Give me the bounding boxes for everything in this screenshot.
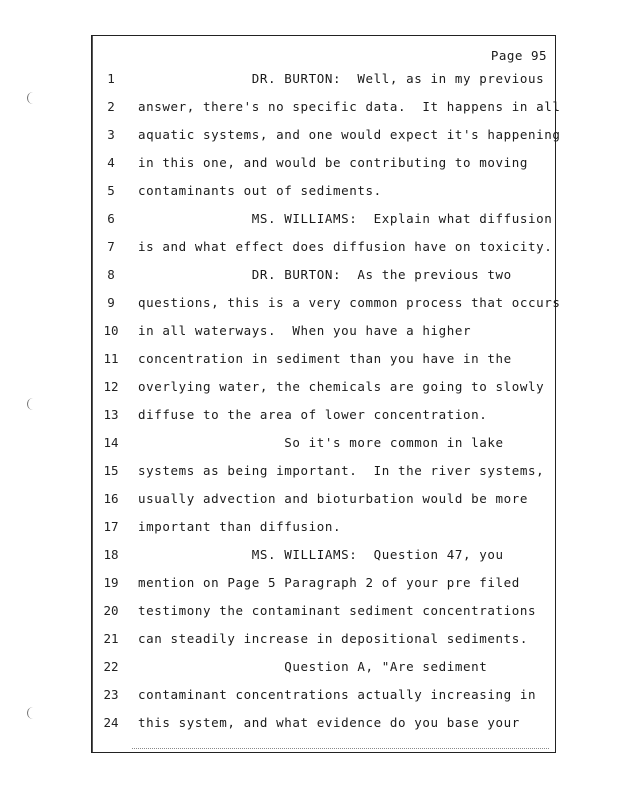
line-number: 3 — [107, 127, 115, 142]
line-number: 14 — [103, 435, 119, 450]
page-number: Page 95 — [490, 48, 547, 63]
transcript-line: DR. BURTON: Well, as in my previous — [138, 71, 545, 86]
line-number: 23 — [103, 687, 119, 702]
line-number: 12 — [103, 379, 119, 394]
transcript-line: systems as being important. In the river systems, — [138, 463, 545, 478]
line-number: 24 — [103, 715, 119, 730]
hole-punch-mark — [27, 398, 36, 410]
line-number: 11 — [103, 351, 119, 366]
hole-punch-mark — [27, 707, 36, 719]
line-number-column — [96, 69, 126, 741]
left-margin-rule — [92, 36, 93, 752]
line-number: 6 — [107, 211, 115, 226]
line-number: 2 — [107, 99, 115, 114]
transcript-line: So it's more common in lake — [138, 435, 504, 450]
line-number: 4 — [107, 155, 115, 170]
line-number: 18 — [103, 547, 119, 562]
line-number: 16 — [103, 491, 119, 506]
transcript-line: is and what effect does diffusion have on toxicity. — [138, 239, 553, 254]
transcript-line: this system, and what evidence do you base your — [138, 715, 520, 730]
line-number: 8 — [107, 267, 115, 282]
hole-punch-mark — [27, 92, 36, 104]
transcript-line: diffuse to the area of lower concentration. — [138, 407, 488, 422]
transcript-page — [91, 35, 561, 753]
transcript-line: concentration in sediment than you have in the — [138, 351, 512, 366]
transcript-line: MS. WILLIAMS: Explain what diffusion — [138, 211, 553, 226]
line-number: 21 — [103, 631, 119, 646]
transcript-line: overlying water, the chemicals are going to slowly — [138, 379, 545, 394]
line-number: 9 — [107, 295, 115, 310]
line-number: 22 — [103, 659, 119, 674]
transcript-line: MS. WILLIAMS: Question 47, you — [138, 547, 504, 562]
transcript-line: questions, this is a very common process that occurs — [138, 295, 561, 310]
line-number: 5 — [107, 183, 115, 198]
line-number: 7 — [107, 239, 115, 254]
line-number: 17 — [103, 519, 119, 534]
transcript-line: Question A, "Are sediment — [138, 659, 488, 674]
transcript-line: DR. BURTON: As the previous two — [138, 267, 512, 282]
line-number: 13 — [103, 407, 119, 422]
transcript-line: usually advection and bioturbation would be more — [138, 491, 529, 506]
transcript-line: aquatic systems, and one would expect it's happening — [138, 127, 561, 142]
line-number: 1 — [107, 71, 115, 86]
transcript-line: can steadily increase in depositional sediments. — [138, 631, 529, 646]
transcript-line: contaminant concentrations actually increasing in — [138, 687, 537, 702]
transcript-line: mention on Page 5 Paragraph 2 of your pre filed — [138, 575, 520, 590]
line-number: 10 — [103, 323, 119, 338]
line-number: 20 — [103, 603, 119, 618]
transcript-line: testimony the contaminant sediment concentrations — [138, 603, 537, 618]
scan-artifact-line — [132, 748, 549, 749]
transcript-line: contaminants out of sediments. — [138, 183, 382, 198]
transcript-line: in all waterways. When you have a higher — [138, 323, 472, 338]
transcript-text-column — [138, 69, 561, 741]
transcript-line: important than diffusion. — [138, 519, 342, 534]
transcript-line: in this one, and would be contributing to moving — [138, 155, 529, 170]
line-number: 19 — [103, 575, 119, 590]
transcript-line: answer, there's no specific data. It happens in all — [138, 99, 561, 114]
line-number: 15 — [103, 463, 119, 478]
